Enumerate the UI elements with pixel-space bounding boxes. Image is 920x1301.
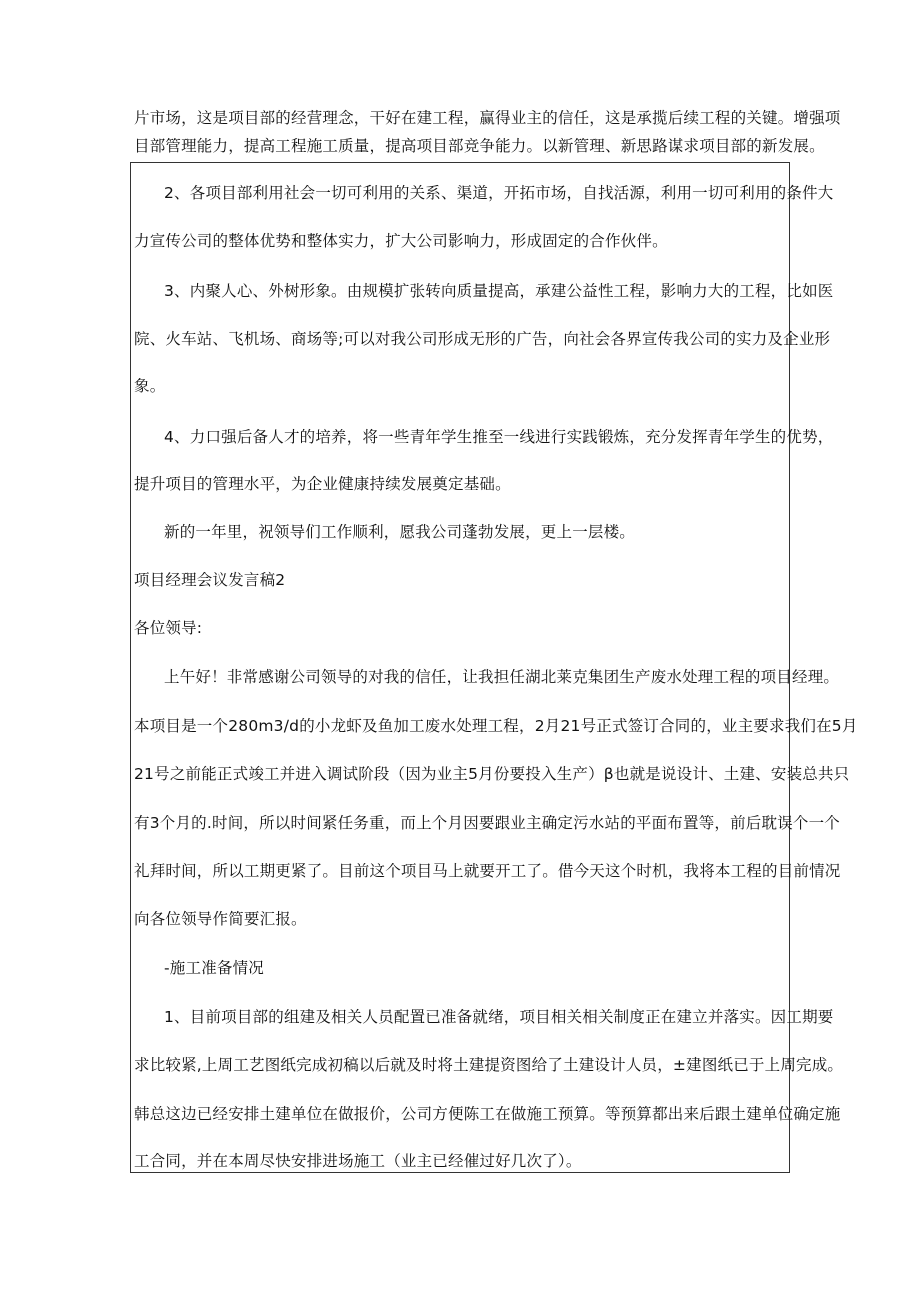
salutation: 各位领导: xyxy=(134,619,203,637)
paragraph-line: 向各位领导作简要汇报。 xyxy=(134,910,307,928)
paragraph-line: 新的一年里，祝领导们工作顺利，愿我公司蓬勃发展，更上一层楼。 xyxy=(164,523,636,541)
section-title: 项目经理会议发言稿2 xyxy=(134,571,286,589)
paragraph-line: 21号之前能正式竣工并进入调试阶段（因为业主5月份要投入生产）β也就是说设计、土建、安装总共只 xyxy=(134,765,850,783)
paragraph-line: 2、各项目部利用社会一切可利用的关系、渠道，开拓市场，自找活源，利用一切可利用的条件大 xyxy=(164,184,834,202)
paragraph-line: 力宣传公司的整体优势和整体实力，扩大公司影响力，形成固定的合作伙伴。 xyxy=(134,232,668,250)
paragraph-line: 求比较紧,上周工艺图纸完成初稿以后就及时将土建提资图给了土建设计人员，±建图纸已于上周完成。 xyxy=(134,1056,844,1074)
paragraph-line: 上午好！非常感谢公司领导的对我的信任，让我担任湖北莱克集团生产废水处理工程的项目经理。 xyxy=(164,668,840,686)
paragraph-line: 3、内聚人心、外树形象。由规模扩张转向质量提高，承建公益性工程，影响力大的工程，比如医 xyxy=(164,282,834,300)
paragraph-line: 韩总这边已经安排土建单位在做报价，公司方便陈工在做施工预算。等预算都出来后跟土建单位确定施 xyxy=(134,1105,841,1123)
paragraph-line: 4、力口强后备人才的培养，将一些青年学生推至一线进行实践锻炼，充分发挥青年学生的优势， xyxy=(164,428,834,446)
paragraph-line: 提升项目的管理水平，为企业健康持续发展奠定基础。 xyxy=(134,475,511,493)
paragraph-line: 象。 xyxy=(134,377,166,395)
paragraph-line: 有3个月的.时间，所以时间紧任务重，而上个月因要跟业主确定污水站的平面布置等，前后耽误个一个 xyxy=(134,814,840,832)
paragraph-line: 礼拜时间，所以工期更紧了。目前这个项目马上就要开工了。借今天这个时机，我将本工程的目前情况 xyxy=(134,862,841,880)
paragraph-line: 院、火车站、飞机场、商场等;可以对我公司形成无形的广告，向社会各界宣传我公司的实力及企业形 xyxy=(134,330,831,348)
paragraph-line: 1、目前项目部的组建及相关人员配置已准备就绪，项目相关相关制度正在建立并落实。因工期要 xyxy=(164,1008,834,1026)
subsection-heading: -施工准备情况 xyxy=(164,959,264,977)
paragraph-line: 工合同，并在本周尽快安排进场施工（业主已经催过好几次了）。 xyxy=(134,1152,582,1170)
paragraph-line: 片市场，这是项目部的经营理念，干好在建工程，赢得业主的信任，这是承揽后续工程的关键。增强项 xyxy=(134,109,841,127)
paragraph-line: 目部管理能力，提高工程施工质量，提高项目部竞争能力。以新管理、新思路谋求项目部的新发展。 xyxy=(134,137,825,155)
paragraph-line: 本项目是一个280m3∕d的小龙虾及鱼加工废水处理工程，2月21号正式签订合同的，业主要求我们在5月 xyxy=(134,717,858,735)
